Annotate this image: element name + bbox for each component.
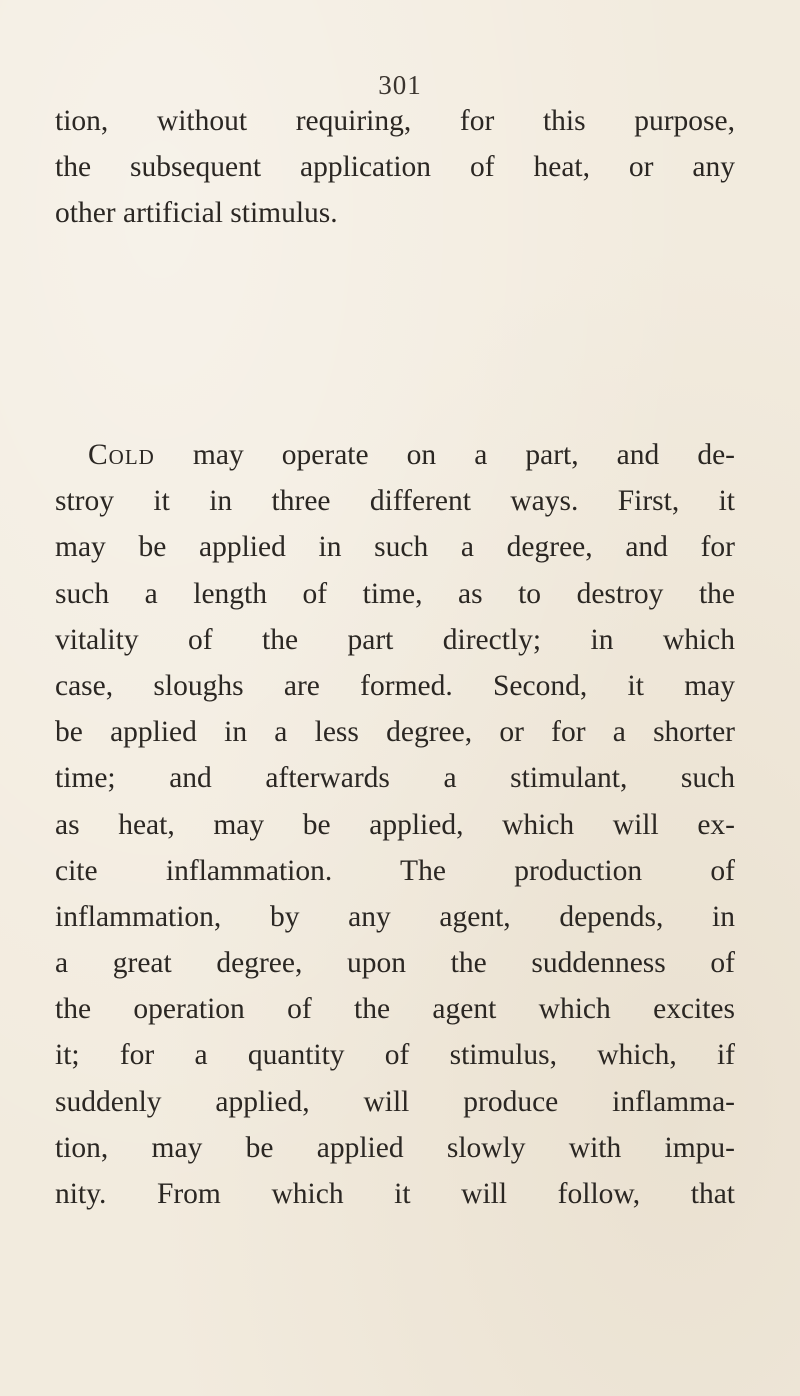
lead-word: Cold — [88, 439, 155, 471]
text-line: tion, may be applied slowly with impu- — [55, 1131, 735, 1164]
text-line: case, sloughs are formed. Second, it may — [55, 669, 735, 702]
text-line: other artificial stimulus. — [55, 197, 338, 230]
text-line: suddenly applied, will produce inflamma- — [55, 1085, 735, 1118]
text-line: it; for a quantity of stimulus, which, if — [55, 1039, 735, 1072]
text-line: vitality of the part directly; in which — [55, 623, 735, 656]
text-line: time; and afterwards a stimulant, such — [55, 762, 735, 795]
paragraph-cold — [55, 432, 735, 1217]
text-line: a great degree, upon the suddenness of — [55, 947, 735, 980]
text-line: be applied in a less degree, or for a shorter — [55, 716, 735, 749]
text-line-rest: may operate on a part, and de- — [192, 439, 736, 471]
paragraph-first-line — [55, 432, 735, 478]
text-line: may be applied in such a degree, and for — [55, 531, 735, 564]
text-line: cite inflammation. The production of — [55, 854, 735, 887]
page-number: 301 — [378, 70, 422, 100]
paragraph-continuation — [55, 98, 735, 237]
text-line: nity. From which it will follow, that — [55, 1178, 735, 1210]
text-line: as heat, may be applied, which will ex- — [55, 808, 735, 841]
text-line: such a length of time, as to destroy the — [55, 577, 735, 610]
text-line: stroy it in three different ways. First, it — [55, 485, 735, 518]
text-line: tion, without requiring, for this purpose, — [55, 105, 735, 137]
text-line: the operation of the agent which excites — [55, 993, 735, 1026]
text-line: the subsequent application of heat, or any — [55, 151, 735, 184]
text-line: inflammation, by any agent, depends, in — [55, 900, 735, 933]
